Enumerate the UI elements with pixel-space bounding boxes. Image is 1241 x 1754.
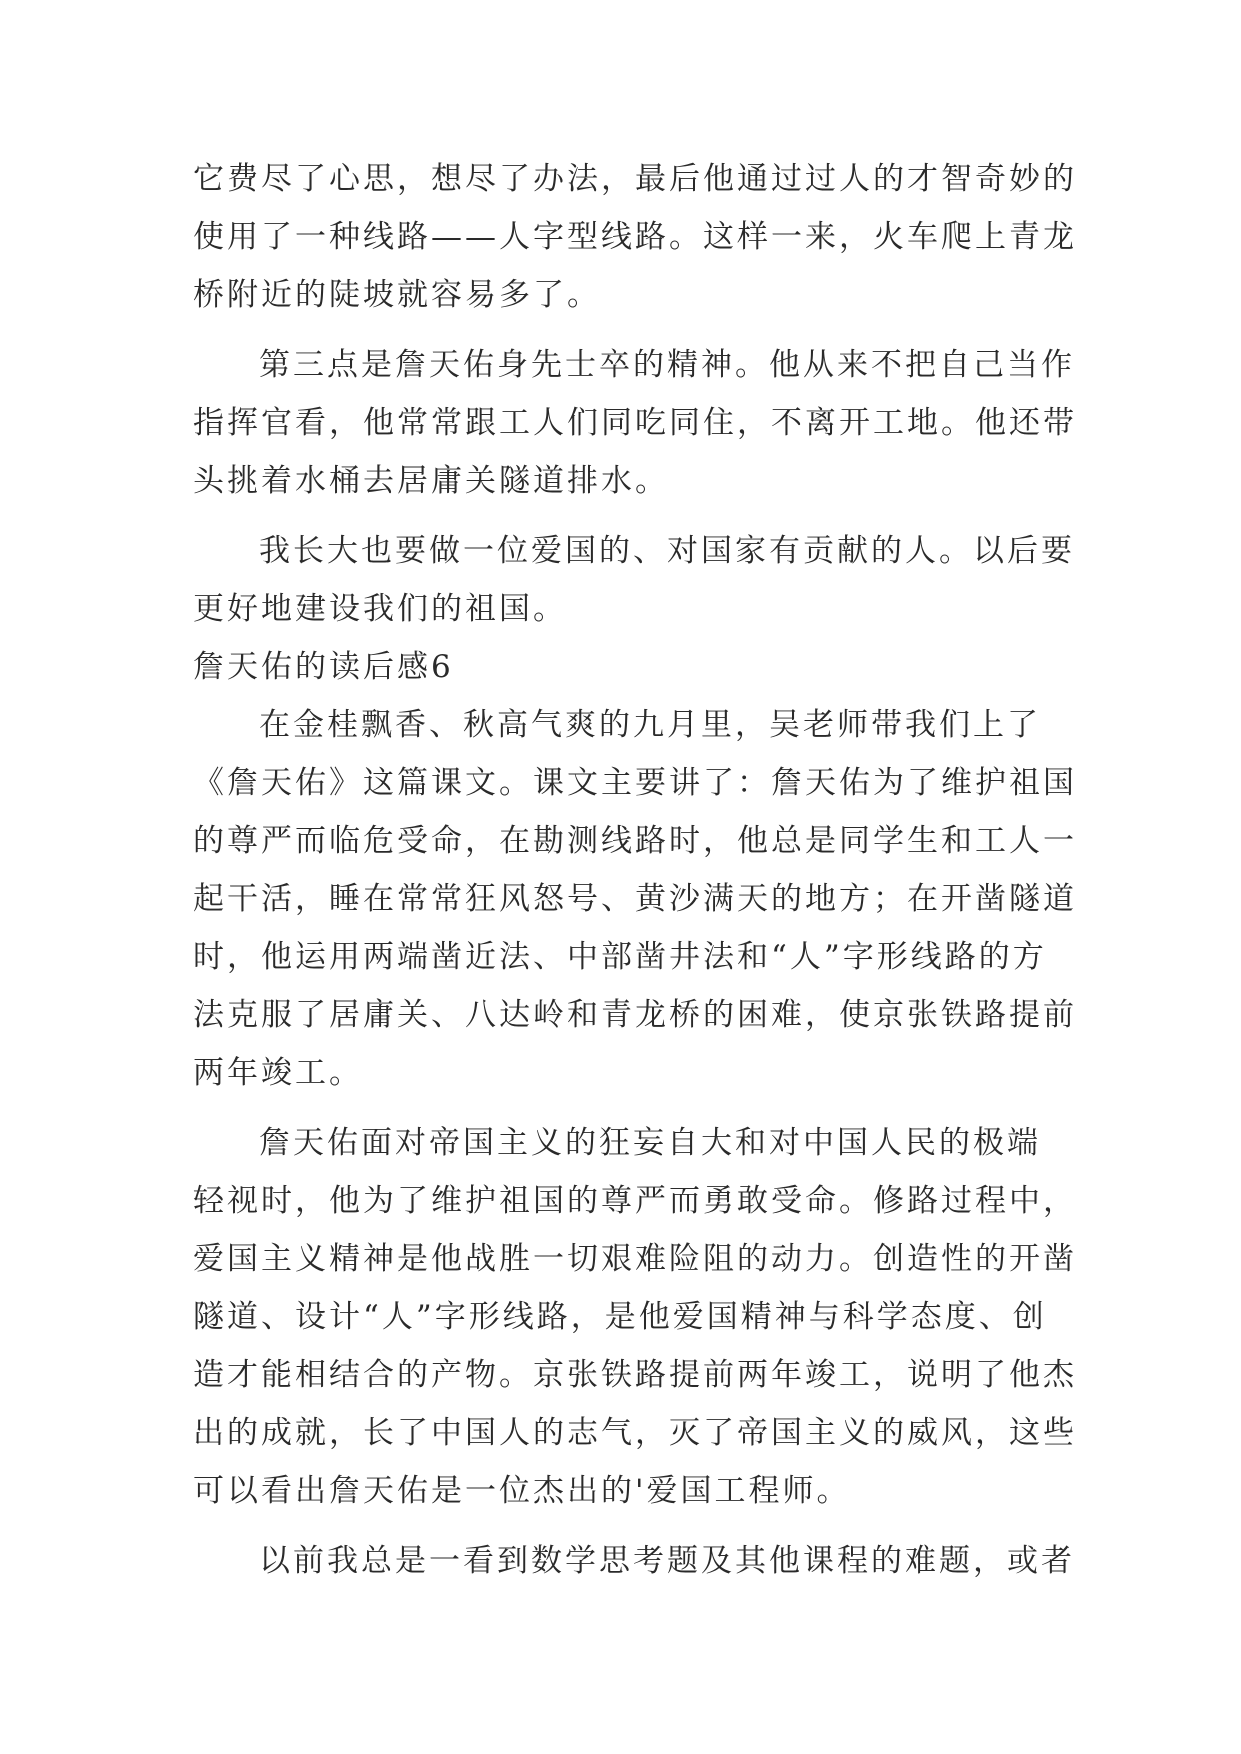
text-line: 《詹天佑》这篇课文。课文主要讲了：詹天佑为了维护祖国 (193, 765, 1077, 801)
text-line: 起干活，睡在常常狂风怒号、黄沙满天的地方；在开凿隧道 (193, 881, 1077, 917)
text-line: 隧道、设计“人”字形线路，是他爱国精神与科学态度、创 (193, 1299, 1047, 1335)
paragraph (193, 336, 1077, 510)
text-line: 更好地建设我们的祖国。 (193, 591, 567, 627)
text-line: 头挑着水桶去居庸关隧道排水。 (193, 463, 669, 499)
section-heading (193, 638, 1053, 696)
text-line: 第三点是詹天佑身先士卒的精神。他从来不把自己当作 (259, 347, 1075, 383)
heading-text: 詹天佑的读后感6 (193, 649, 454, 685)
text-line: 法克服了居庸关、八达岭和青龙桥的困难，使京张铁路提前 (193, 997, 1077, 1033)
text-line: 以前我总是一看到数学思考题及其他课程的难题，或者 (259, 1543, 1075, 1579)
text-line: 造才能相结合的产物。京张铁路提前两年竣工，说明了他杰 (193, 1357, 1077, 1393)
paragraph (193, 522, 1075, 638)
text-line: 它费尽了心思，想尽了办法，最后他通过过人的才智奇妙的 (193, 161, 1077, 197)
text-line: 轻视时，他为了维护祖国的尊严而勇敢受命。修路过程中， (193, 1183, 1077, 1219)
paragraph (193, 1114, 1077, 1520)
text-line: 使用了一种线路——人字型线路。这样一来，火车爬上青龙 (193, 219, 1077, 255)
text-line: 桥附近的陡坡就容易多了。 (193, 277, 601, 313)
text-line: 爱国主义精神是他战胜一切艰难险阻的动力。创造性的开凿 (193, 1241, 1077, 1277)
document-body (193, 150, 1077, 1590)
text-line: 我长大也要做一位爱国的、对国家有贡献的人。以后要 (259, 533, 1075, 569)
text-line: 詹天佑面对帝国主义的狂妄自大和对中国人民的极端 (259, 1125, 1041, 1161)
paragraph (193, 696, 1077, 1102)
text-line: 两年竣工。 (193, 1055, 363, 1091)
text-line: 可以看出詹天佑是一位杰出的'爱国工程师。 (193, 1473, 851, 1509)
text-line: 出的成就，长了中国人的志气，灭了帝国主义的威风，这些 (193, 1415, 1077, 1451)
paragraph (193, 1532, 1075, 1590)
text-line: 的尊严而临危受命，在勘测线路时，他总是同学生和工人一 (193, 823, 1077, 859)
text-line: 在金桂飘香、秋高气爽的九月里，吴老师带我们上了 (259, 707, 1041, 743)
text-line: 时，他运用两端凿近法、中部凿井法和“人”字形线路的方 (193, 939, 1047, 975)
text-line: 指挥官看，他常常跟工人们同吃同住，不离开工地。他还带 (193, 405, 1077, 441)
paragraph (193, 150, 1077, 324)
